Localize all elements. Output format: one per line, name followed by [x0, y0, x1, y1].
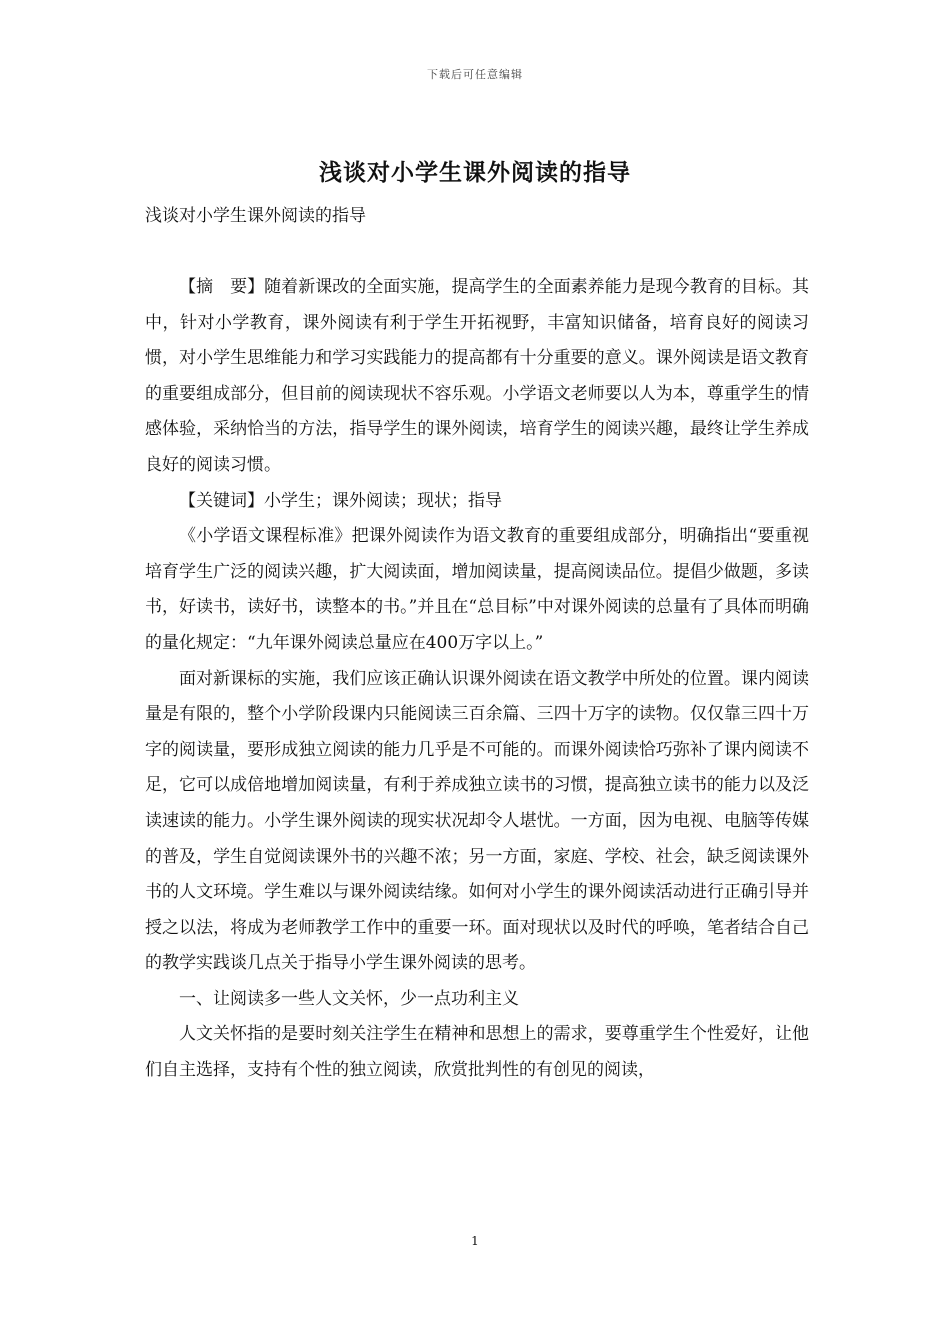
body-paragraph: 人文关怀指的是要时刻关注学生在精神和思想上的需求，要尊重学生个性爱好，让他们自主选择，支持有个性的独立阅读，欣赏批判性的有创见的阅读，: [145, 1024, 809, 1081]
section-heading: 一、让阅读多一些人文关怀，少一点功利主义: [179, 988, 519, 1009]
page-number: 1: [471, 1234, 479, 1248]
body-paragraph: 面对新课标的实施，我们应该正确认识课外阅读在语文教学中所处的位置。课内阅读量是有限的，整个小学阶段课内只能阅读三百余篇、三四十万字的读物。仅仅靠三四十万字的阅读量，要形成独立阅读的能力几乎是不可能的。而课外阅读恰巧弥补了课内阅读不足，它可以成倍地增加阅读量，有利于养成独立读书的习惯，提高独立读书的能力以及泛读速读的能力。小学生课外阅读的现实状况却令人堪忧。一方面，因为电视、电脑等传媒的普及，学生自觉阅读课外书的兴趣不浓；另一方面，家庭、学校、社会，缺乏阅读课外书的人文环境。学生难以与课外阅读结缘。如何对小学生的课外阅读活动进行正确引导并授之以法，将成为老师教学工作中的重要一环。面对现状以及时代的呼唤，笔者结合自己的教学实践谈几点关于指导小学生课外阅读的思考。: [145, 668, 809, 974]
document-subtitle: 浅谈对小学生课外阅读的指导: [145, 206, 366, 226]
abstract-paragraph: 【摘 要】随着新课改的全面实施，提高学生的全面素养能力是现今教育的目标。其中，针对小学教育，课外阅读有利于学生开拓视野，丰富知识储备，培育良好的阅读习惯，对小学生思维能力和学习实践能力的提高都有十分重要的意义。课外阅读是语文教育的重要组成部分，但目前的阅读现状不容乐观。小学语文老师要以人为本，尊重学生的情感体验，采纳恰当的方法，指导学生的课外阅读，培育学生的阅读兴趣，最终让学生养成良好的阅读习惯。: [145, 277, 809, 475]
document-body: [145, 270, 809, 1089]
document-title: 浅谈对小学生课外阅读的指导: [319, 159, 631, 186]
body-paragraph: 《小学语文课程标准》把课外阅读作为语文教育的重要组成部分，明确指出“要重视培育学生广泛的阅读兴趣，扩大阅读面，增加阅读量，提高阅读品位。提倡少做题，多读书，好读书，读好书，读整本的书。”并且在“总目标”中对课外阅读的总量有了具体而明确的量化规定：“九年课外阅读总量应在400万字以上。”: [145, 526, 809, 653]
keywords-paragraph: 【关键词】小学生；课外阅读；现状；指导: [179, 490, 502, 511]
page-header-note: 下载后可任意编辑: [427, 68, 523, 81]
